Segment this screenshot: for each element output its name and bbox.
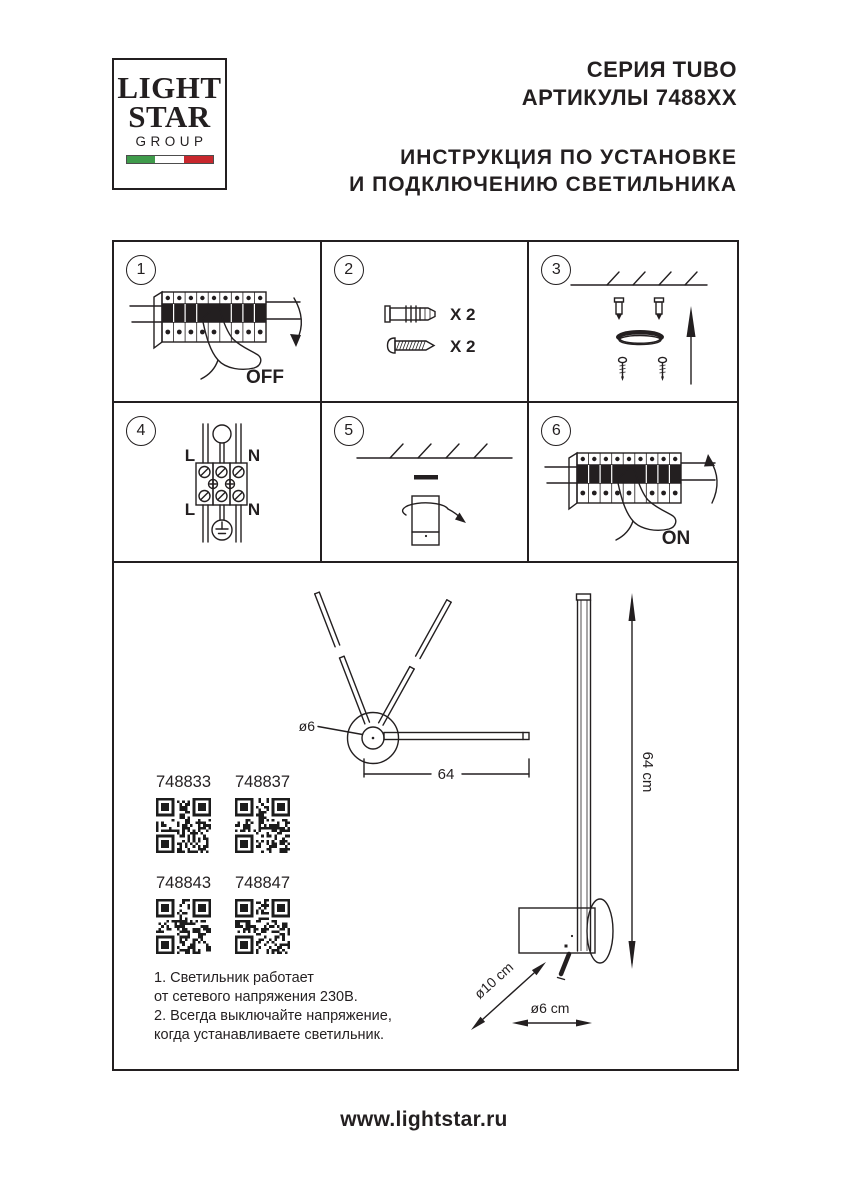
article-qr-area (154, 773, 299, 954)
step-4-panel (114, 403, 322, 563)
logo-light: LIGHT (117, 70, 222, 105)
terminal-block-icon (196, 463, 247, 505)
article-item (233, 874, 292, 954)
step-2-panel (322, 242, 530, 403)
dowel-qty-label: X 2 (449, 305, 476, 324)
off-label: OFF (246, 367, 284, 388)
tube-diameter-label: ø6 cm (530, 1000, 570, 1016)
article-code: 748833 (155, 773, 212, 791)
articles-title: АРТИКУЛЫ 7488XX (521, 85, 737, 110)
qr-code (235, 798, 290, 853)
article-code: 748847 (234, 874, 291, 892)
step-3-panel (529, 242, 737, 403)
step-1-panel (114, 242, 322, 403)
step-3-number: 3 (541, 255, 571, 285)
mounting-plate-icon (616, 330, 664, 345)
neutral-label-top: N (247, 446, 261, 465)
logo-group: GROUP (135, 134, 208, 149)
step-2-number: 2 (334, 255, 364, 285)
ceiling-icon (571, 272, 707, 285)
note-line: 2. Всегда выключайте напряжение, (154, 1008, 392, 1024)
screw-qty-label: X 2 (449, 337, 476, 356)
line-label-top: L (184, 446, 196, 465)
pivot-diameter-label: ø6 (298, 718, 315, 734)
lamp-side-view (471, 593, 656, 1030)
ground-symbol (212, 520, 232, 540)
safety-notes (154, 969, 444, 1045)
wall-plug-icon (655, 298, 664, 320)
base-diameter-label: ø10 cm (470, 958, 517, 1002)
step-1-number: 1 (126, 255, 156, 285)
flag-stripe-green (127, 156, 156, 163)
tube-top-cap (577, 594, 591, 600)
step-5-panel (322, 403, 530, 563)
note-line: 1. Светильник работает (154, 970, 314, 986)
neutral-label-bottom: N (247, 500, 261, 519)
note-line: когда устанавливаете светильник. (154, 1027, 385, 1043)
wall-mount-base (519, 908, 595, 953)
note-line: от сетевого напряжения 230В. (154, 989, 358, 1005)
instruction-title-line2: И ПОДКЛЮЧЕНИЮ СВЕТИЛЬНИКА (349, 173, 737, 196)
title-block (349, 56, 737, 198)
website-url: www.lightstar.ru (340, 1108, 508, 1131)
series-title: СЕРИЯ TUBO (586, 57, 737, 82)
article-code: 748843 (155, 874, 212, 892)
qr-code (235, 899, 290, 954)
horizontal-tube (384, 733, 529, 740)
screw-icon (619, 357, 627, 381)
lamp-symbol (213, 425, 231, 443)
flag-stripe-red (184, 156, 213, 163)
line-label-bottom: L (184, 500, 196, 519)
fixing-screw-icon (558, 935, 574, 980)
qr-code (156, 798, 211, 853)
article-code: 748837 (234, 773, 291, 791)
italy-flag-icon (126, 155, 214, 164)
arrow-up-head (704, 454, 715, 467)
lamp-top-view (299, 592, 529, 783)
article-item (233, 773, 292, 853)
lightstar-logo (112, 58, 227, 190)
base-diameter-dimension (471, 959, 546, 1030)
arrow-up-head (687, 306, 696, 337)
screw-icon (387, 338, 434, 353)
tube-length-label: 64 (437, 766, 455, 783)
instruction-title-line1: ИНСТРУКЦИЯ ПО УСТАНОВКЕ (400, 146, 737, 169)
article-item (154, 874, 213, 954)
ceiling-icon (357, 444, 512, 458)
screw-icon (659, 357, 667, 381)
instruction-grid (112, 240, 739, 1071)
dimensions-panel (114, 563, 737, 1069)
arrow-up-curve (710, 460, 717, 503)
qr-code (156, 899, 211, 954)
wall-plug-icon (615, 298, 624, 320)
arrow-down-head (290, 334, 301, 347)
on-label: ON (662, 528, 691, 549)
tube-diameter-dimension (512, 1000, 592, 1027)
article-item (154, 773, 213, 853)
step-4-number: 4 (126, 416, 156, 446)
wall-plug-icon (385, 306, 435, 322)
flag-stripe-white (155, 156, 184, 163)
logo-star: STAR (128, 99, 211, 134)
mounting-plate-icon (414, 475, 438, 480)
height-dimension (629, 593, 657, 969)
step-6-number: 6 (541, 416, 571, 446)
tube-height-label: 64 cm (639, 751, 656, 793)
step-5-number: 5 (334, 416, 364, 446)
step-6-panel (529, 403, 737, 563)
leader-line (318, 727, 363, 735)
